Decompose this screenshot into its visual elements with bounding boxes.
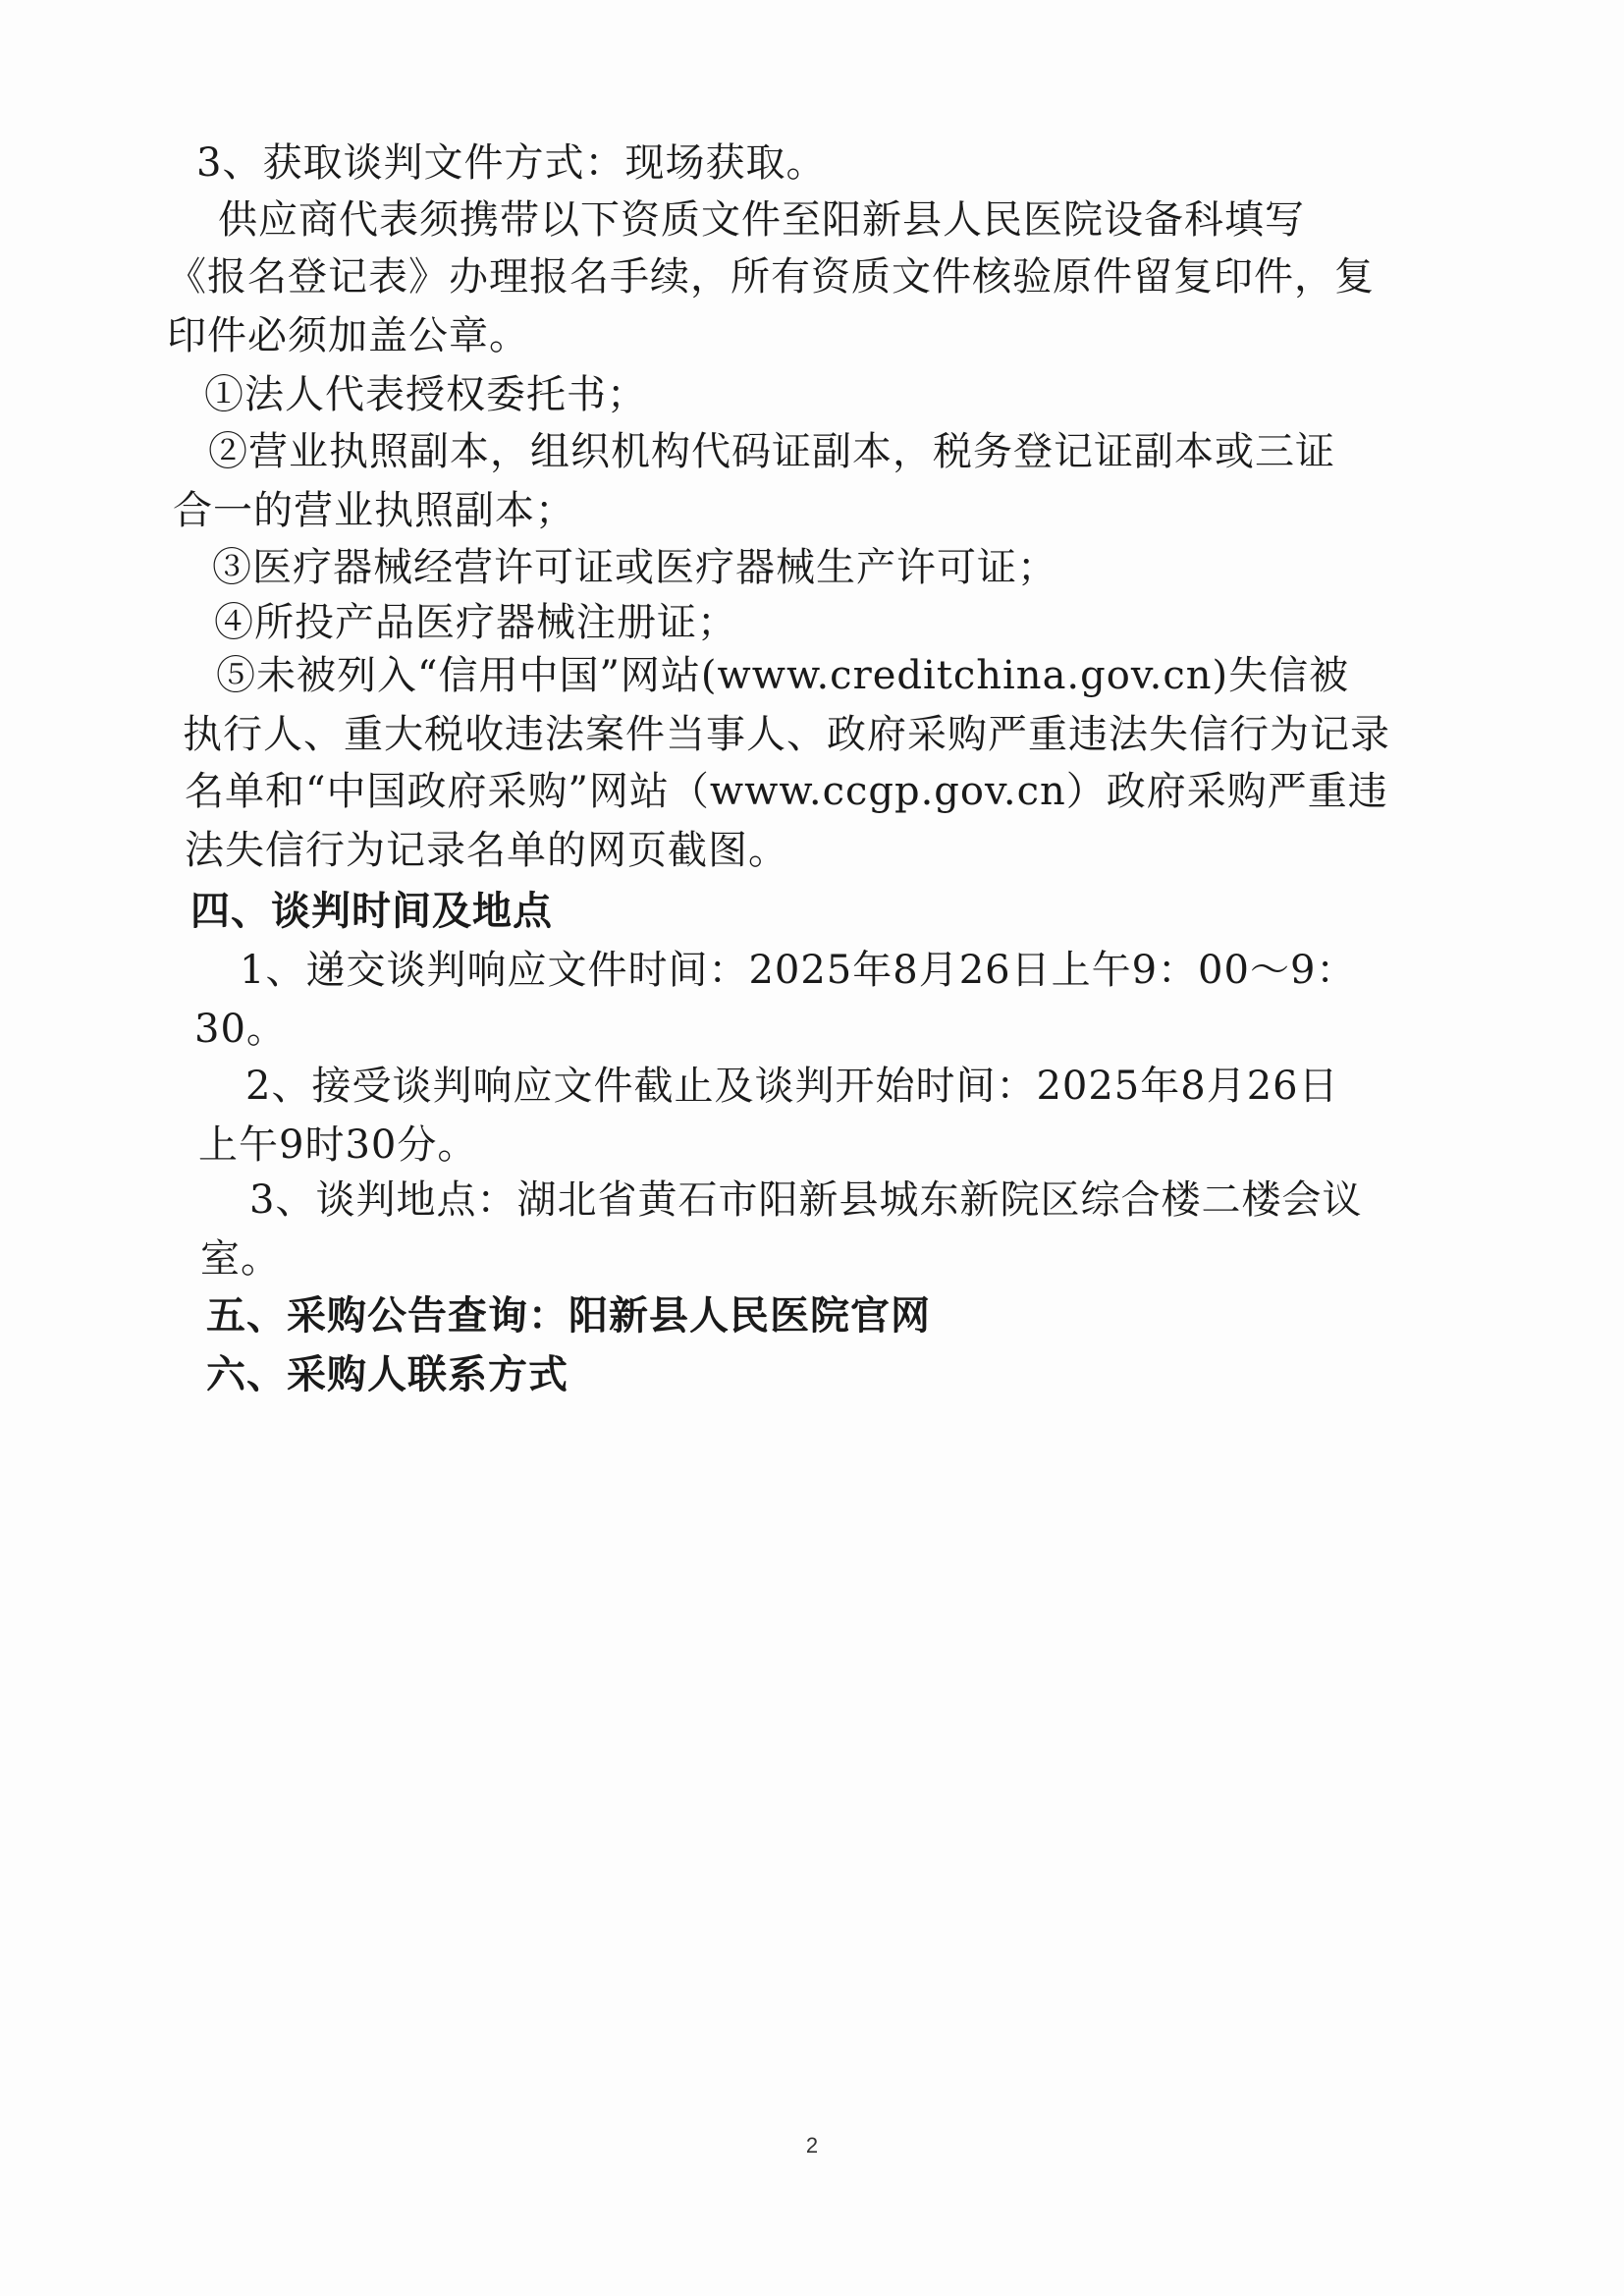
requirement-1: ①法人代表授权委托书；	[204, 372, 647, 417]
page-number: 2	[805, 2133, 819, 2158]
section-4-item-1-cont: 30。	[194, 1007, 287, 1052]
paragraph-line: 印件必须加盖公章。	[167, 313, 529, 358]
section-4-item-2: 2、接受谈判响应文件截止及谈判开始时间：2025年8月26日	[245, 1064, 1339, 1109]
section-5-heading: 五、采购公告查询：阳新县人民医院官网	[206, 1293, 931, 1339]
requirement-5-cont: 执行人、重大税收违法案件当事人、政府采购严重违法失信行为记录	[183, 712, 1390, 757]
requirement-3: ③医疗器械经营许可证或医疗器械生产许可证；	[212, 545, 1057, 590]
section-4-item-2-cont: 上午9时30分。	[198, 1122, 478, 1168]
requirement-2-cont: 合一的营业执照副本；	[173, 488, 575, 533]
item-3-obtain-method: 3、获取谈判文件方式：现场获取。	[196, 140, 827, 186]
section-6-heading: 六、采购人联系方式	[206, 1352, 568, 1397]
section-4-heading: 四、谈判时间及地点	[190, 889, 553, 934]
requirement-5-cont: 法失信行为记录名单的网页截图。	[185, 828, 788, 873]
requirement-4: ④所投产品医疗器械注册证；	[214, 600, 737, 645]
paragraph-line: 供应商代表须携带以下资质文件至阳新县人民医院设备科填写	[218, 197, 1305, 243]
requirement-5-cont: 名单和“中国政府采购”网站（www.ccgp.gov.cn）政府采购严重违	[185, 769, 1388, 814]
section-4-item-1: 1、递交谈判响应文件时间：2025年8月26日上午9：00～9：	[240, 948, 1357, 993]
requirement-2: ②营业执照副本，组织机构代码证副本，税务登记证副本或三证	[208, 429, 1335, 474]
section-4-item-3-cont: 室。	[200, 1236, 281, 1282]
requirement-5: ⑤未被列入“信用中国”网站(www.creditchina.gov.cn)失信被	[216, 653, 1350, 698]
section-4-item-3: 3、谈判地点：湖北省黄石市阳新县城东新院区综合楼二楼会议	[249, 1177, 1363, 1223]
paragraph-line: 《报名登记表》办理报名手续，所有资质文件核验原件留复印件，复	[167, 254, 1375, 300]
